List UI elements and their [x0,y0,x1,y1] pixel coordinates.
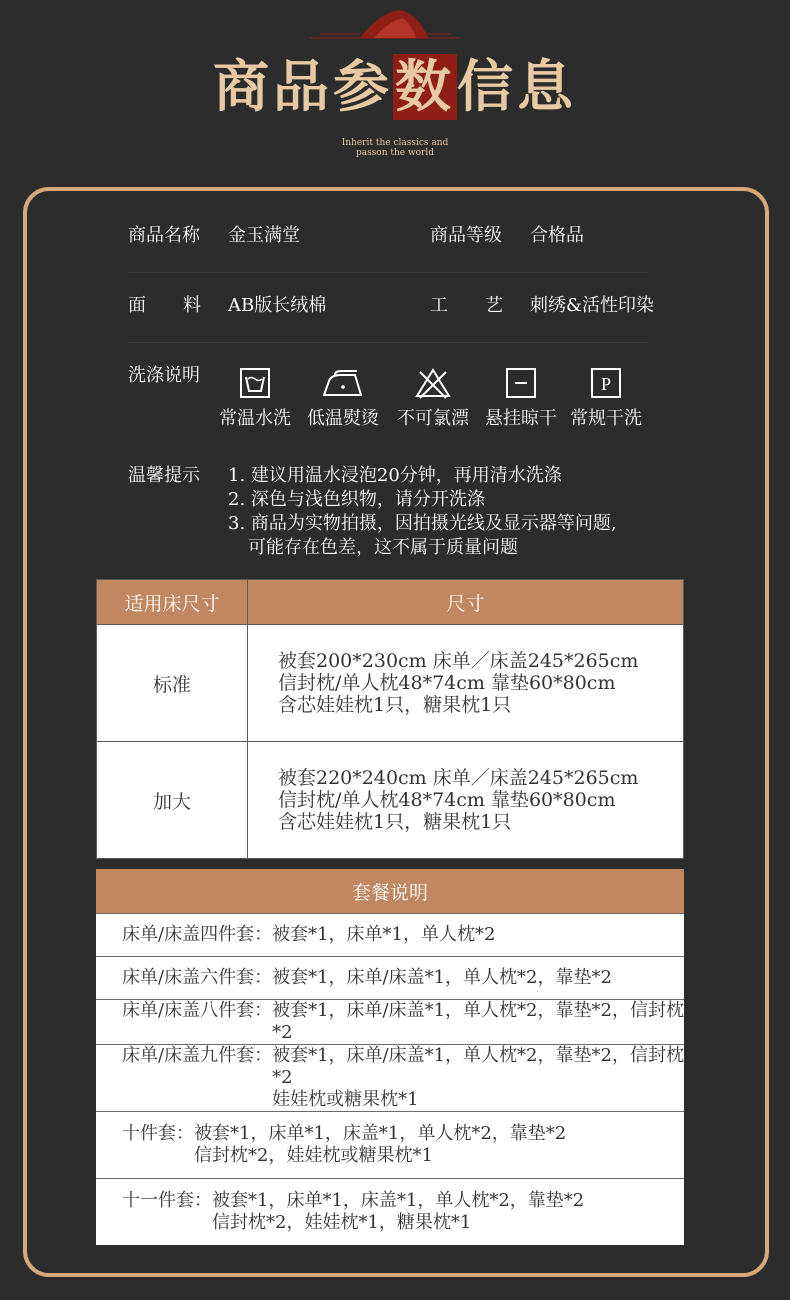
package-content: 信封枕*2，娃娃枕*1，糖果枕*1 [212,1212,472,1233]
size-table-header [97,580,684,625]
tip-item: 2. 深色与浅色织物，请分开洗涤 [228,489,485,510]
care-item-wash [210,367,300,431]
package-name: 床单/床盖四件套： [122,924,273,945]
fabric-value: AB版长绒棉 [228,295,327,316]
craft-label-part2: 艺 [485,295,503,316]
fabric-label-part1: 面 [128,295,146,316]
table-row [96,1179,684,1246]
size-desc: 被套200*230cm 床单／床盖245*265cm 信封枕/单人枕48*74cm 靠垫60*80cm 含芯娃娃枕1只，糖果枕1只 [248,625,684,742]
care-label: 悬挂晾干 [485,408,557,429]
size-table [96,579,684,859]
package-content: 被套*1，床单/床盖*1，单人枕*2，靠垫*2，信封枕*2 [272,1045,684,1088]
craft-label-part1: 工 [430,295,448,316]
package-table [96,869,684,1245]
care-item-dry-clean [561,367,651,431]
package-content: 信封枕*2，娃娃枕或糖果枕*1 [194,1145,433,1166]
table-row [97,625,684,742]
table-row [96,1045,684,1112]
package-name: 床单/床盖九件套： [122,1045,273,1066]
care-item-iron [298,367,388,431]
package-content: 娃娃枕或糖果枕*1 [272,1089,419,1110]
name-label: 商品名称 [128,225,200,246]
tips-label: 温馨提示 [128,465,200,486]
table-row [96,1112,684,1179]
dry-clean-icon [590,367,622,399]
care-label: 常规干洗 [570,408,642,429]
tip-item: 可能存在色差，这不属于质量问题 [248,537,518,558]
svg-text:P: P [600,374,612,394]
package-name: 床单/床盖六件套： [122,967,273,988]
table-row [96,914,684,957]
no-bleach-icon [415,367,451,399]
care-item-no-bleach [388,367,478,431]
size-desc: 被套220*240cm 床单／床盖245*265cm 信封枕/单人枕48*74cm 靠垫60*80cm 含芯娃娃枕1只，糖果枕1只 [248,742,684,859]
title-highlight: 数 [395,54,455,120]
grade-value: 合格品 [530,225,584,246]
package-header: 套餐说明 [96,869,684,914]
package-content: 被套*1，床单/床盖*1，单人枕*2，靠垫*2，信封枕*2 [272,1000,684,1043]
table-row [96,957,684,1000]
grade-label: 商品等级 [430,225,502,246]
care-item-hang-dry [476,367,566,431]
care-label: 不可氯漂 [397,408,469,429]
hang-dry-icon [505,367,537,399]
package-name: 十一件套： [122,1190,212,1211]
page-subtitle: Inherit the classics and passon the world [341,138,449,158]
page-title: 商品参数信息 [213,54,577,120]
tips-list [228,464,617,560]
package-content: 被套*1，床单/床盖*1，单人枕*2，靠垫*2 [272,967,612,988]
divider [128,342,648,343]
name-value: 金玉满堂 [228,225,300,246]
column-header: 尺寸 [248,580,684,625]
size-name: 标准 [97,625,248,742]
wash-tub-icon [239,367,271,399]
iron-icon [321,367,365,399]
care-label: 低温熨烫 [307,408,379,429]
mountain-logo-icon [310,8,460,44]
table-row [97,742,684,859]
package-name: 床单/床盖八件套： [122,1000,273,1021]
wash-label: 洗涤说明 [128,365,200,386]
package-name: 十件套： [122,1123,194,1144]
tip-item: 3. 商品为实物拍摄，因拍摄光线及显示器等问题, [228,513,617,534]
tip-item: 1. 建议用温水浸泡20分钟，再用清水洗涤 [228,465,562,486]
care-label: 常温水洗 [219,408,291,429]
package-content: 被套*1，床单*1，床盖*1，单人枕*2，靠垫*2 [194,1123,567,1144]
craft-value: 刺绣&活性印染 [530,295,655,316]
package-content: 被套*1，床单*1，单人枕*2 [272,924,496,945]
fabric-label-part2: 料 [183,295,201,316]
column-header: 适用床尺寸 [97,580,248,625]
divider [128,272,648,273]
table-row [96,1000,684,1045]
size-name: 加大 [97,742,248,859]
package-content: 被套*1，床单*1，床盖*1，单人枕*2，靠垫*2 [212,1190,585,1211]
